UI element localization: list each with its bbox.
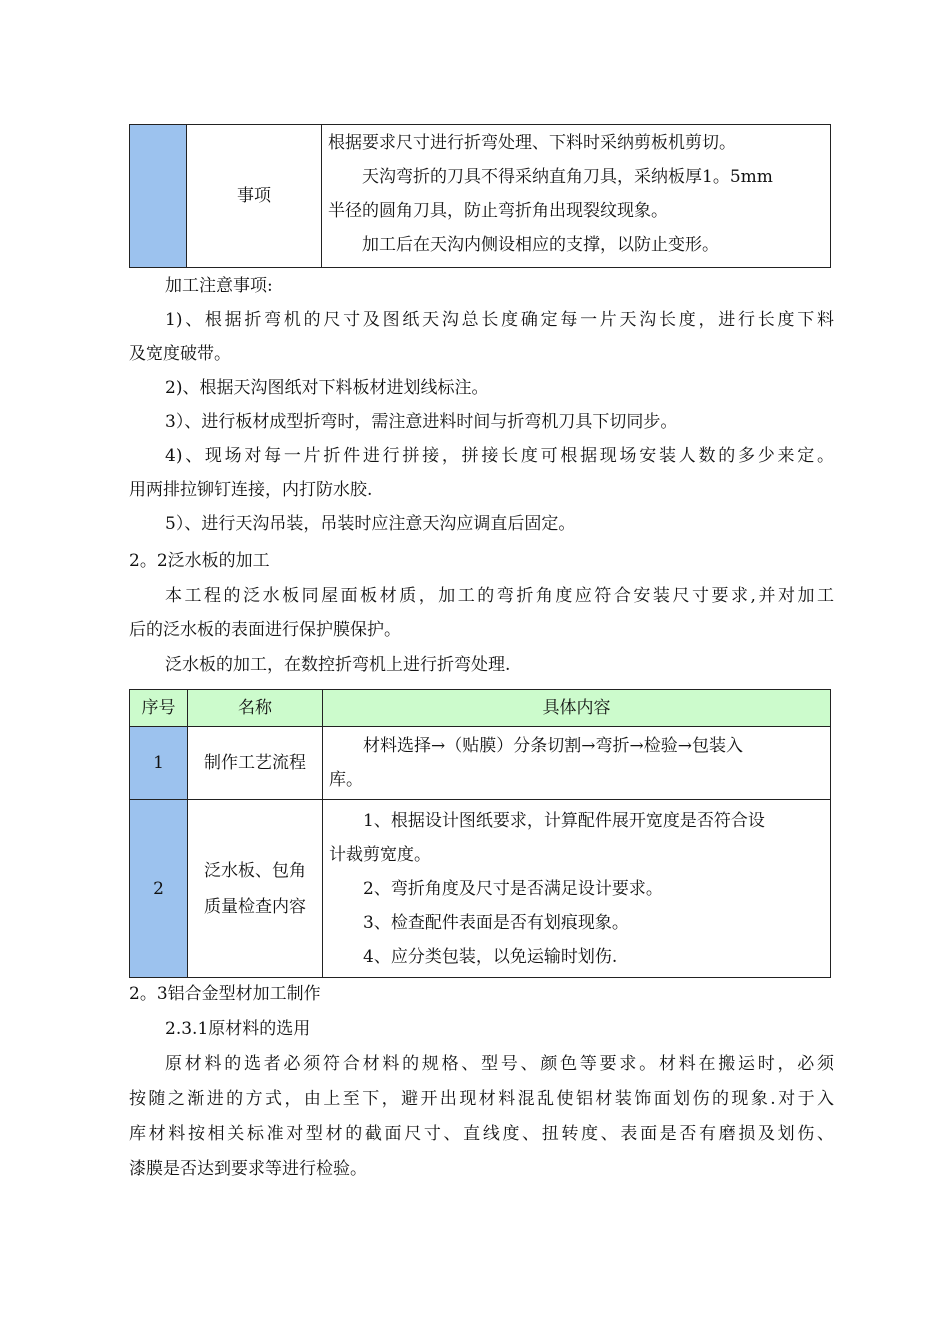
header-name: 名称 (188, 690, 323, 727)
item-name-cell: 事项 (187, 125, 322, 268)
content-line: 材料选择→（贴膜）分条切割→弯折→检验→包装入 (363, 736, 743, 756)
name-line: 质量检查内容 (204, 896, 306, 917)
row-name (188, 800, 323, 978)
note-item-4-cont: 用两排拉铆钉连接，内打防水胶. (129, 480, 373, 500)
paragraph-line: 库材料按相关标准对型材的截面尺寸、直线度、扭转度、表面是否有磨损及划伤、 (129, 1124, 834, 1144)
content-line: 库。 (329, 770, 363, 790)
content-line: 加工后在天沟内侧设相应的支撑，以防止变形。 (362, 235, 719, 255)
content-line: 根据要求尺寸进行折弯处理、下料时采纳剪板机剪切。 (328, 133, 736, 153)
section-heading-2-2: 2。2泛水板的加工 (129, 551, 270, 571)
paragraph-line: 漆膜是否达到要求等进行检验。 (129, 1159, 367, 1179)
row-number: 1 (130, 727, 188, 800)
row-content (323, 727, 831, 800)
content-line: 半径的圆角刀具，防止弯折角出现裂纹现象。 (328, 201, 668, 221)
row-marker-cell (130, 125, 187, 268)
paragraph-line: 按随之渐进的方式，由上至下，避开出现材料混乱使铝材装饰面划伤的现象.对于入 (129, 1089, 834, 1109)
content-line: 计裁剪宽度。 (329, 844, 431, 865)
note-item-1: 1)、根据折弯机的尺寸及图纸天沟总长度确定每一片天沟长度，进行长度下料 (165, 310, 834, 330)
content-line: 天沟弯折的刀具不得采纳直角刀具，采纳板厚1。5mm (362, 167, 773, 187)
note-item-1-cont: 及宽度破带。 (129, 344, 231, 364)
content-line: 3、检查配件表面是否有划痕现象。 (363, 912, 629, 933)
note-item-2: 2)、根据天沟图纸对下料板材进划线标注。 (165, 378, 489, 398)
paragraph-line: 本工程的泛水板同屋面板材质，加工的弯折角度应符合安装尺寸要求,并对加工 (165, 586, 834, 606)
table-row (130, 800, 831, 978)
content-line: 1、根据设计图纸要求，计算配件展开宽度是否符合设 (363, 810, 765, 831)
notes-title: 加工注意事项: (165, 276, 273, 296)
section-heading-2-3: 2。3铝合金型材加工制作 (129, 984, 321, 1004)
note-item-4: 4)、现场对每一片折件进行拼接，拼接长度可根据现场安装人数的多少来定。 (165, 446, 834, 466)
header-no: 序号 (130, 690, 188, 727)
name-line: 泛水板、包角 (204, 860, 306, 881)
row-content (323, 800, 831, 978)
paragraph-line: 原材料的选者必须符合材料的规格、型号、颜色等要求。材料在搬运时，必须 (165, 1054, 834, 1074)
row-name: 制作工艺流程 (188, 727, 323, 800)
table-row (130, 727, 831, 800)
content-line: 4、应分类包装，以免运输时划伤. (363, 946, 618, 967)
content-line: 2、弯折角度及尺寸是否满足设计要求。 (363, 878, 663, 899)
subsection-heading-2-3-1: 2.3.1原材料的选用 (165, 1019, 311, 1039)
note-item-5: 5）、进行天沟吊装，吊装时应注意天沟应调直后固定。 (165, 514, 576, 534)
note-item-3: 3）、进行板材成型折弯时，需注意进料时间与折弯机刀具下切同步。 (165, 412, 678, 432)
flashing-process-table (129, 689, 831, 978)
process-table-continued (129, 124, 831, 268)
item-content-cell (322, 125, 831, 268)
table-header-row (130, 690, 831, 727)
paragraph-line: 泛水板的加工，在数控折弯机上进行折弯处理. (165, 655, 511, 675)
paragraph-line: 后的泛水板的表面进行保护膜保护。 (129, 620, 401, 640)
table-row (130, 125, 831, 268)
header-content: 具体内容 (323, 690, 831, 727)
row-number: 2 (130, 800, 188, 978)
